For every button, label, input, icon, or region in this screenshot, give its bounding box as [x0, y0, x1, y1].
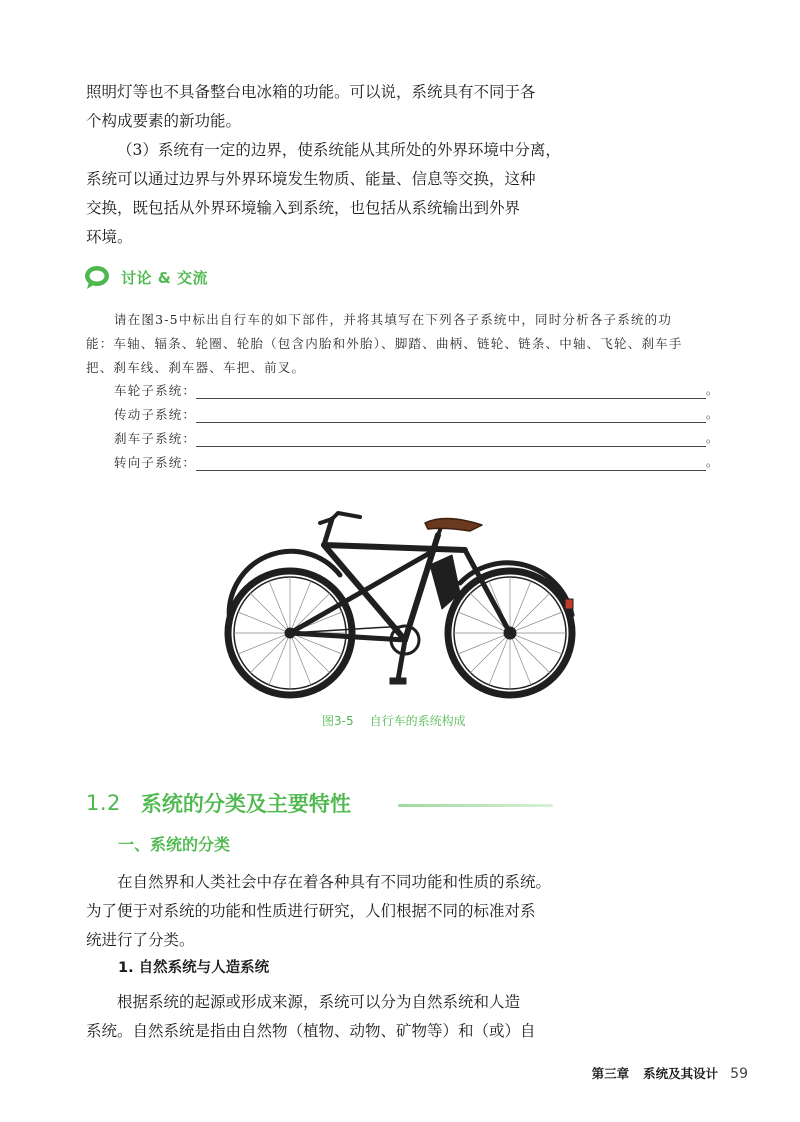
text-line: （3）系统有一定的边界，使系统能从其所处的外界环境中分离， — [117, 141, 561, 159]
field-label: 车轮子系统： — [114, 383, 197, 398]
text-line: 为了便于对系统的功能和性质进行研究，人们根据不同的标准对系 — [86, 902, 536, 920]
answer-line[interactable] — [196, 422, 706, 423]
discussion-header — [83, 262, 208, 292]
field-end: 。 — [706, 431, 719, 445]
field-end: 。 — [706, 455, 719, 469]
bicycle-image — [220, 505, 590, 705]
text-line: 把、刹车线、刹车器、车把、前叉。 — [86, 360, 306, 375]
discussion-title: 讨论 & 交流 — [121, 268, 209, 287]
text-line: 系统。自然系统是指由自然物（植物、动物、矿物等）和（或）自 — [86, 1022, 536, 1040]
field-label: 刹车子系统： — [114, 431, 197, 446]
text-line: 交换，既包括从外界环境输入到系统，也包括从系统输出到外界 — [86, 199, 521, 217]
section-divider — [398, 804, 553, 807]
point3-paragraph — [86, 136, 561, 252]
heading-level3: 1. 自然系统与人造系统 — [118, 960, 270, 976]
footer-chapter-name: 系统及其设计 — [643, 1066, 719, 1081]
answer-line[interactable] — [196, 470, 706, 471]
field-label: 转向子系统： — [114, 455, 197, 470]
section-number: 1.2 — [86, 791, 121, 815]
figure-number: 图3-5 — [322, 714, 354, 728]
answer-line[interactable] — [196, 398, 706, 399]
figure-caption — [322, 712, 466, 729]
section-heading — [86, 788, 351, 818]
field-end: 。 — [706, 407, 719, 421]
text-line: 统进行了分类。 — [86, 931, 195, 949]
text-line: 请在图3-5中标出自行车的如下部件，并将其填写在下列各子系统中，同时分析各子系统的功 — [114, 312, 673, 327]
text-line: 系统可以通过边界与外界环境发生物质、能量、信息等交换，这种 — [86, 170, 536, 188]
section-title: 系统的分类及主要特性 — [140, 792, 351, 816]
subsection-heading: 一、系统的分类 — [118, 835, 231, 854]
classification-paragraph — [86, 868, 556, 955]
text-line: 在自然界和人类社会中存在着各种具有不同功能和性质的系统。 — [117, 873, 552, 891]
text-line: 根据系统的起源或形成来源，系统可以分为自然系统和人造 — [117, 993, 521, 1011]
answer-line[interactable] — [196, 446, 706, 447]
text-line: 照明灯等也不具备整台电冰箱的功能。可以说，系统具有不同于各 — [86, 83, 536, 101]
text-line: 能：车轴、辐条、轮圈、轮胎（包含内胎和外胎）、脚踏、曲柄、链轮、链条、中轴、飞轮、刹车手 — [86, 336, 683, 351]
natural-paragraph — [86, 988, 556, 1046]
field-end: 。 — [706, 383, 719, 397]
field-label: 传动子系统： — [114, 407, 197, 422]
text-line: 个构成要素的新功能。 — [86, 112, 242, 130]
discussion-text — [86, 308, 716, 380]
speech-bubble-icon — [83, 263, 111, 291]
footer-chapter: 第三章 — [591, 1066, 630, 1081]
figure-title: 自行车的系统构成 — [369, 714, 466, 728]
text-line: 环境。 — [86, 228, 133, 246]
intro-paragraph — [86, 78, 556, 136]
page-number: 59 — [730, 1066, 748, 1082]
page-footer — [592, 1064, 748, 1082]
